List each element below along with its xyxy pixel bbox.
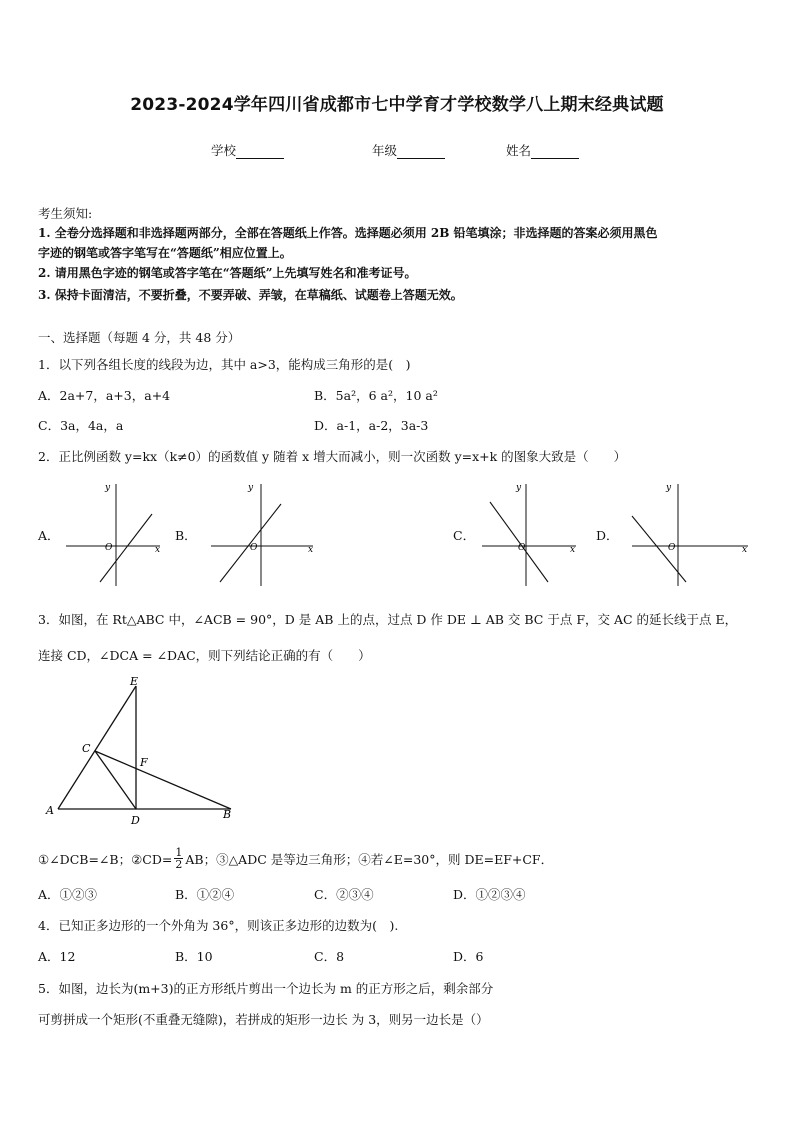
point-b: B xyxy=(223,808,232,821)
origin-label: O xyxy=(518,543,526,553)
q4-option-b[interactable]: B．10 xyxy=(175,949,213,964)
name-field: 姓名 xyxy=(506,141,579,159)
q3-statements: ①∠DCB=∠B；②CD= $\frac{1}{2}$ AB；③△ADC 是等边三角形；④若∠E=30°，则 DE=EF+CF． xyxy=(38,846,554,871)
point-e: E xyxy=(130,675,139,688)
q3-option-d[interactable]: D．①②③④ xyxy=(453,887,526,902)
q5-line1: 5．如图，边长为(m+3)的正方形纸片剪出一个边长为 m 的正方形之后，剩余部分 xyxy=(38,981,494,996)
q2-graph-b xyxy=(205,478,320,590)
notice-item-2: 2. 请用黑色字迹的钢笔或答字笔在“答题纸”上先填写姓名和准考证号。 xyxy=(38,266,417,280)
q3-option-a[interactable]: A．①②③ xyxy=(38,887,98,902)
q3-option-c[interactable]: C．②③④ xyxy=(314,887,374,902)
q2-label-a[interactable]: A． xyxy=(38,528,60,543)
point-c: C xyxy=(82,742,91,755)
school-field: 学校 xyxy=(211,141,284,159)
q4-option-a[interactable]: A．12 xyxy=(38,949,76,964)
y-axis-label: y xyxy=(105,483,111,493)
q2-stem: 2．正比例函数 y=kx（k≠0）的函数值 y 随着 x 增大而减小，则一次函数 y=x+k 的图象大致是（ ） xyxy=(38,449,627,464)
grade-blank[interactable] xyxy=(397,145,445,159)
fraction-one-half: $\frac{1}{2}$ xyxy=(175,846,183,871)
q4-stem: 4．已知正多边形的一个外角为 36°，则该正多边形的边数为( ). xyxy=(38,918,399,933)
q3-option-b[interactable]: B．①②④ xyxy=(175,887,235,902)
q4-option-c[interactable]: C．8 xyxy=(314,949,345,964)
y-axis-label: y xyxy=(666,483,672,493)
notice-heading: 考生须知: xyxy=(38,206,93,221)
section-heading: 一、选择题（每题 4 分，共 48 分） xyxy=(38,330,241,345)
x-axis-label: x xyxy=(742,545,748,555)
page-title: 2023-2024学年四川省成都市七中学育才学校数学八上期末经典试题 xyxy=(130,95,664,115)
notice-item-1b: 字迹的钢笔或答字笔写在“答题纸”相应位置上。 xyxy=(38,246,292,260)
q2-graph-d xyxy=(626,478,754,590)
q4-option-d[interactable]: D．6 xyxy=(453,949,484,964)
q3-line2: 连接 CD，∠DCA = ∠DAC，则下列结论正确的有（ ） xyxy=(38,648,371,663)
q1-option-c[interactable]: C．3a，4a，a xyxy=(38,418,124,433)
q1-option-d[interactable]: D．a-1，a-2，3a-3 xyxy=(314,418,429,433)
x-axis-label: x xyxy=(308,545,314,555)
y-axis-label: y xyxy=(516,483,522,493)
q3-figure xyxy=(40,672,240,828)
origin-label: O xyxy=(250,543,258,553)
school-blank[interactable] xyxy=(236,145,284,159)
origin-label: O xyxy=(668,543,676,553)
notice-item-3: 3. 保持卡面清洁，不要折叠，不要弄破、弄皱，在草稿纸、试题卷上答题无效。 xyxy=(38,288,463,302)
origin-label: O xyxy=(105,543,113,553)
q2-label-b[interactable]: B． xyxy=(175,528,197,543)
y-axis-label: y xyxy=(248,483,254,493)
notice-item-1: 1. 全卷分选择题和非选择题两部分，全部在答题纸上作答。选择题必须用 2B 铅笔填涂；非选择题的答案必须用黑色 xyxy=(38,226,658,240)
q5-line2: 可剪拼成一个矩形(不重叠无缝隙)，若拼成的矩形一边长 为 3，则另一边长是（） xyxy=(38,1012,489,1027)
x-axis-label: x xyxy=(155,545,161,555)
q1-option-b[interactable]: B．5a²，6 a²，10 a² xyxy=(314,388,438,403)
point-f: F xyxy=(140,756,148,769)
q1-stem: 1．以下列各组长度的线段为边，其中 a>3，能构成三角形的是( ) xyxy=(38,357,411,372)
q3-line1: 3．如图，在 Rt△ABC 中，∠ACB = 90°，D 是 AB 上的点，过点 D 作 DE ⊥ AB 交 BC 于点 F，交 AC 的延长线于点 E， xyxy=(38,612,738,627)
name-blank[interactable] xyxy=(531,145,579,159)
q2-label-d[interactable]: D． xyxy=(596,528,619,543)
q2-graph-c xyxy=(476,478,584,590)
point-d: D xyxy=(131,814,140,827)
q2-graph-a xyxy=(60,478,170,590)
q2-label-c[interactable]: C． xyxy=(453,528,476,543)
q1-option-a[interactable]: A．2a+7，a+3，a+4 xyxy=(38,388,171,403)
point-a: A xyxy=(46,804,54,817)
grade-field: 年级 xyxy=(372,141,445,159)
x-axis-label: x xyxy=(570,545,576,555)
